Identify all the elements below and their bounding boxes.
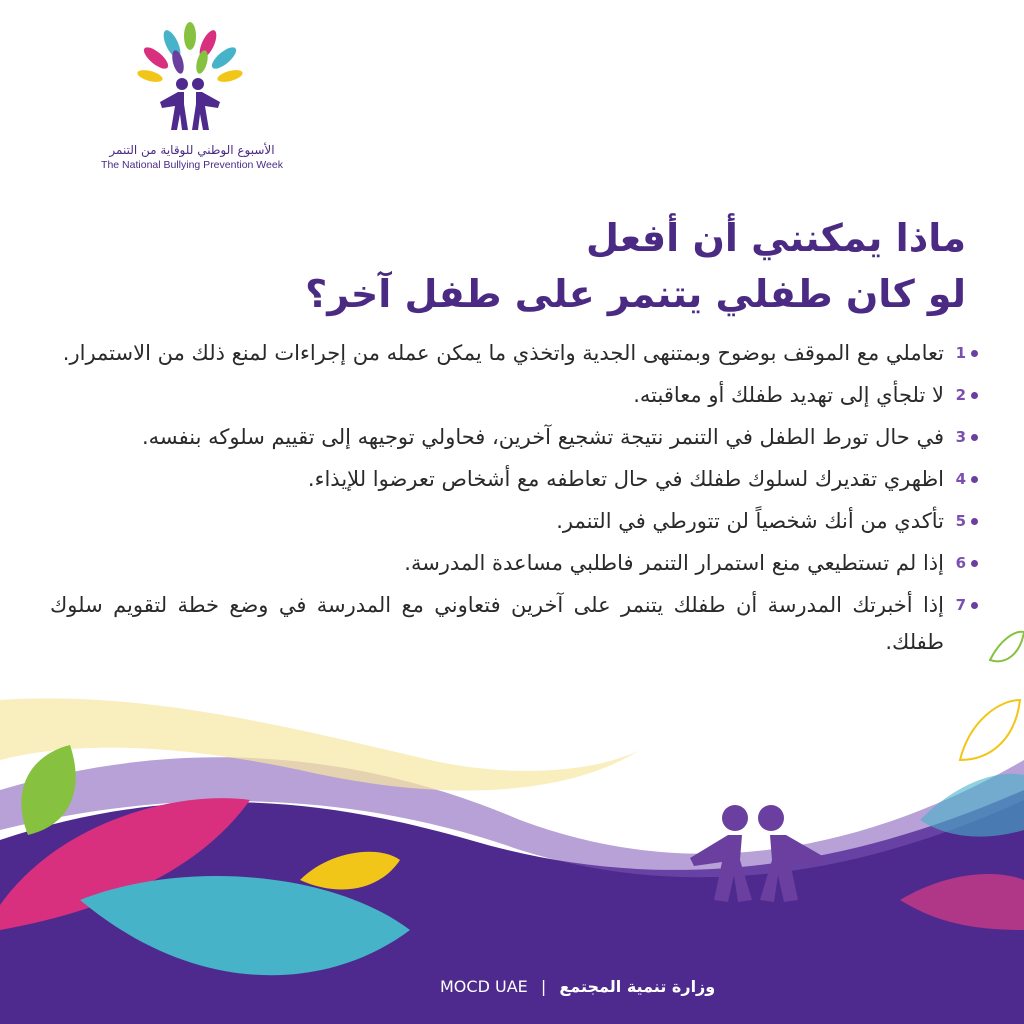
outline-leaf	[960, 700, 1020, 760]
item-marker	[946, 545, 980, 582]
campaign-logo	[92, 22, 302, 172]
bullet-icon	[971, 518, 978, 525]
item-marker	[946, 377, 980, 414]
outline-leaf	[990, 632, 1024, 662]
footer-org-arabic: وزارة تنمية المجتمع	[559, 977, 716, 996]
item-number: 5	[955, 512, 966, 530]
item-marker	[946, 419, 980, 456]
page-title	[266, 210, 966, 322]
list-item	[50, 377, 980, 414]
footer-credit	[440, 976, 750, 1006]
list-item	[50, 587, 980, 661]
flower-tree-icon	[130, 22, 250, 140]
list-item	[50, 503, 980, 540]
item-text: لا تلجأي إلى تهديد طفلك أو معاقبته.	[633, 383, 944, 407]
bullet-icon	[971, 560, 978, 567]
advice-list	[50, 335, 980, 666]
item-marker	[946, 461, 980, 498]
item-text: في حال تورط الطفل في التنمر نتيجة تشجيع آخرين، فحاولي توجيهه إلى تقييم سلوكه بنفسه.	[141, 425, 944, 449]
item-number: 7	[955, 596, 966, 614]
list-item	[50, 545, 980, 582]
item-number: 6	[955, 554, 966, 572]
list-item	[50, 335, 980, 372]
footer-separator: |	[540, 977, 547, 996]
bullet-icon	[971, 602, 978, 609]
footer-org-english: MOCD UAE	[440, 977, 528, 996]
title-line-1: ماذا يمكنني أن أفعل	[585, 216, 966, 260]
item-text: إذا لم تستطيعي منع استمرار التنمر فاطلبي مساعدة المدرسة.	[404, 551, 944, 575]
item-number: 1	[955, 344, 966, 362]
title-line-2: لو كان طفلي يتنمر على طفل آخر؟	[305, 272, 966, 316]
item-number: 2	[955, 386, 966, 404]
item-marker	[946, 587, 980, 624]
logo-english-text: The National Bullying Prevention Week	[101, 159, 283, 171]
bullet-icon	[971, 392, 978, 399]
bullet-icon	[971, 476, 978, 483]
item-text: اظهري تقديرك لسلوك طفلك في حال تعاطفه مع أشخاص تعرضوا للإيذاء.	[307, 467, 944, 491]
bullet-icon	[971, 350, 978, 357]
item-number: 3	[955, 428, 966, 446]
item-text: تعاملي مع الموقف بوضوح وبمتنهى الجدية واتخذي ما يمكن عمله من إجراءات لمنع ذلك من الاستمرار.	[62, 341, 944, 365]
list-item	[50, 461, 980, 498]
list-item	[50, 419, 980, 456]
item-number: 4	[955, 470, 966, 488]
bullet-icon	[971, 434, 978, 441]
item-text: تأكدي من أنك شخصياً لن تتورطي في التنمر.	[556, 509, 944, 533]
item-marker	[946, 503, 980, 540]
logo-arabic-text: الأسبوع الوطني للوقاية من التنمر	[109, 143, 275, 157]
item-text: إذا أخبرتك المدرسة أن طفلك يتنمر على آخرين فتعاوني مع المدرسة في وضع خطة لتقويم سلوك طفلك.	[50, 593, 944, 654]
item-marker	[946, 335, 980, 372]
